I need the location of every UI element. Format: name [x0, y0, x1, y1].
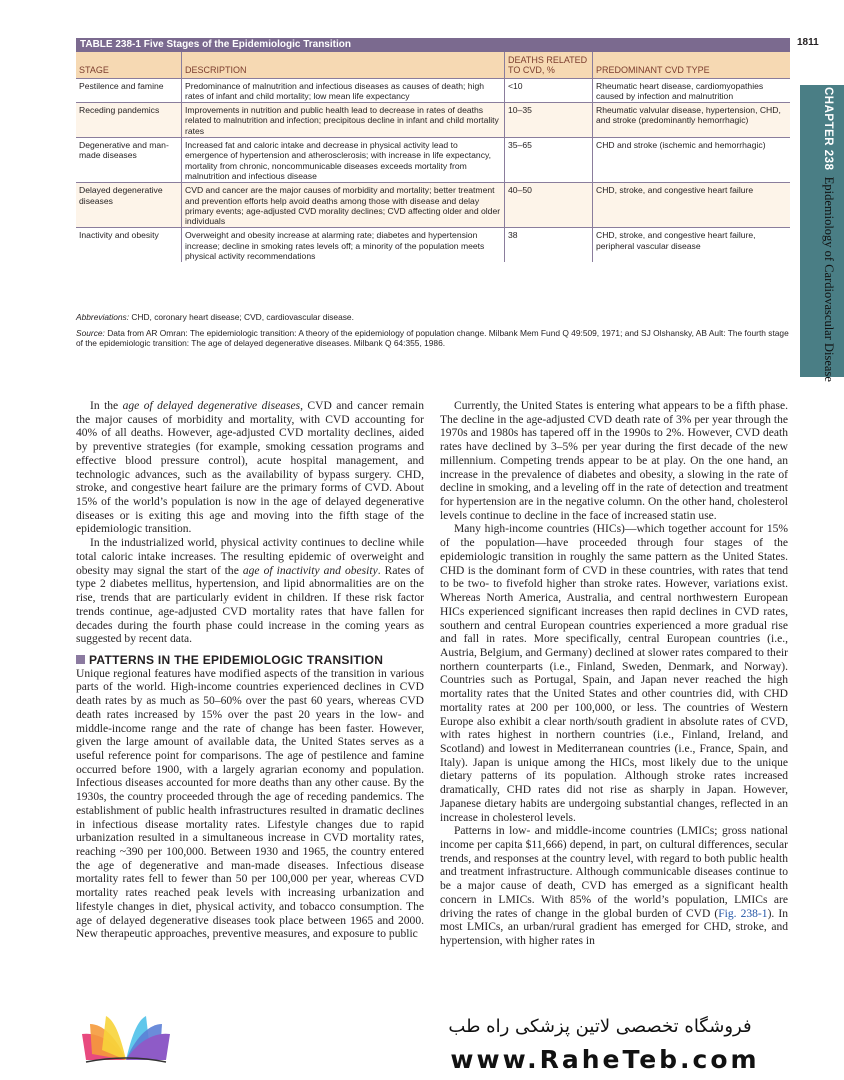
- text-run: , CVD and cancer remain the major causes of morbidity and mortality, with CVD accounting for 40% of all deaths. However, age-adjusted CVD mortality declines, aided by preventive strategies (for example, smoking cessation programs and effective blood pressure control), acute hospital management, and technologic advances, such as the availability of bypass surgery. CHD, stroke, and congestive heart failure are the primary forms of CVD. About 15% of the world’s population is now in the age of delayed degenerative diseases or is exiting this age and moving into the fifth stage of the epidemiologic transition.: [76, 400, 424, 536]
- table-header-row: [76, 52, 790, 78]
- cell-deaths: 10–35: [505, 103, 593, 138]
- chapter-number: CHAPTER 238: [822, 87, 834, 171]
- source-text: Data from AR Omran: The epidemiologic transition: A theory of the epidemiology of population change. Milbank Mem Fund Q 49:509, 1971; and SJ Olshansky, AB Ault: The fourth stage of the epidemiologic transition: The age of delayed degenerative diseases. Milbank Q 64:355, 1986.: [76, 327, 789, 348]
- cell-deaths: 38: [505, 228, 593, 262]
- cell-description: Increased fat and caloric intake and decrease in physical activity lead to emergence of hypertension and atherosclerosis; with increase in life expectancy, mortality from chronic, noncommunicable diseases exceeds mortality from malnutrition and infectious disease: [182, 138, 505, 183]
- book-logo-icon: [76, 1010, 176, 1070]
- paragraph: [440, 825, 788, 948]
- cell-description: Predominance of malnutrition and infectious diseases as causes of death; high rates of infant and child mortality; low mean life expectancy: [182, 78, 505, 103]
- paragraph: [76, 400, 424, 537]
- epidemiologic-transition-table: [76, 52, 790, 262]
- table-row: [76, 78, 790, 103]
- cell-stage: Degenerative and man-made diseases: [76, 138, 182, 183]
- text-run: In the industrialized world, physical activity continues to decline while total caloric intake increases. The resulting epidemic of overweight and obesity may signal the start of the: [76, 537, 424, 577]
- chapter-side-label: [800, 85, 844, 382]
- table-title: TABLE 238-1 Five Stages of the Epidemiologic Transition: [76, 38, 790, 52]
- heading-square-icon: [76, 655, 85, 664]
- text-run: Patterns in low- and middle-income countries (LMICs; gross national income per capita $11,666) depend, in part, on cultural differences, secular trends, and responses at the country level, with regard to both public health and treatment infrastructure. Although communicable diseases continue to be a major cause of death, CVD has emerged as a significant health concern in LMICs. With 85% of the world’s population, LMICs are driving the rates of change in the global burden of CVD (: [440, 825, 788, 920]
- cell-cvd-type: CHD, stroke, and congestive heart failure, peripheral vascular disease: [593, 228, 791, 262]
- chapter-tab-text: [821, 87, 836, 382]
- cell-stage: Receding pandemics: [76, 103, 182, 138]
- cell-cvd-type: CHD and stroke (ischemic and hemorrhagic): [593, 138, 791, 183]
- paragraph: [76, 537, 424, 647]
- cell-cvd-type: Rheumatic heart disease, cardiomyopathies caused by infection and malnutrition: [593, 78, 791, 103]
- shop-name: فروشگاه تخصصی لاتین پزشکی راه طب: [448, 1016, 752, 1037]
- cell-deaths: 35–65: [505, 138, 593, 183]
- header-stage: STAGE: [76, 52, 182, 78]
- cell-cvd-type: CHD, stroke, and congestive heart failure: [593, 183, 791, 228]
- cell-deaths: 40–50: [505, 183, 593, 228]
- text-run: ). In most LMICs, an urban/rural gradient has emerged for CHD, stroke, and hypertension, with higher rates in: [440, 907, 788, 948]
- right-column: [440, 400, 788, 949]
- italic-term: age of delayed degenerative diseases: [122, 400, 301, 412]
- cell-description: Improvements in nutrition and public health lead to decrease in rates of deaths related to malnutrition and infection; precipitous decline in infant and child mortality rates: [182, 103, 505, 138]
- paragraph: Many high-income countries (HICs)—which together account for 15% of the population—have proceeded through four stages of the epidemiologic transition in roughly the same pattern as the United States. CHD is the dominant form of CVD in these countries, with rates that tend to be two- to fivefold higher than stroke rates. However, variations exist. Whereas North America, Australia, and central northwestern European HICs experienced significant increases then rapid declines in CVD rates, southern and central European countries experienced a more gradual rise and fall in rates. More specifically, central European countries (i.e., Austria, Belgium, and Germany) declined at slower rates compared to their northern counterparts (i.e., Finland, Sweden, Denmark, and Norway). Countries such as Portugal, Spain, and Japan never reached the high mortality rates that the United States and other countries did, with CHD mortality rates at 200 per 100,000, or less. The countries of Western Europe also exhibit a clear north/south gradient in absolute rates of CVD, with rates highest in northern countries (i.e., Finland, Ireland, and Scotland) and lowest in Mediterranean countries (i.e., France, Spain, and Italy). Japan is unique among the HICs, most likely due to the unique dietary patterns of its population. Although stroke rates increased dramatically, CHD rates did not rise as sharply in Japan. However, Japanese dietary habits are undergoing substantial changes, reflected in an increase in cholesterol levels.: [440, 523, 788, 824]
- cell-deaths: <10: [505, 78, 593, 103]
- cell-stage: Pestilence and famine: [76, 78, 182, 103]
- chapter-title: Epidemiology of Cardiovascular Disease: [822, 176, 836, 382]
- source-label: Source:: [76, 327, 105, 338]
- table-row: [76, 103, 790, 138]
- cell-description: CVD and cancer are the major causes of morbidity and mortality; better treatment and prevention efforts help avoid deaths among those with disease and delay primary events; age-adjusted CVD morality declines; CVD affecting older and older individuals: [182, 183, 505, 228]
- source-note: [76, 328, 792, 349]
- table-row: [76, 228, 790, 262]
- shop-url[interactable]: www.RaheTeb.com: [450, 1045, 760, 1074]
- header-description: DESCRIPTION: [182, 52, 505, 78]
- table-row: [76, 138, 790, 183]
- cell-stage: Delayed degenerative diseases: [76, 183, 182, 228]
- section-heading-text: PATTERNS IN THE EPIDEMIOLOGIC TRANSITION: [89, 652, 384, 667]
- header-cvd-type: PREDOMINANT CVD TYPE: [593, 52, 791, 78]
- paragraph: Currently, the United States is entering what appears to be a fifth phase. The decline in the age-adjusted CVD death rate of 3% per year through the 1970s and 1980s has tapered off in the 1990s to 2%. However, CVD death rates have declined by 3–5% per year during the first decade of the new millennium. Competing trends appear to be at play. On the one hand, an increase in the prevalence of diabetes and obesity, a slowing in the rate of decline in smoking, and a leveling off in the rate of detection and treatment for hypertension are in the negative column. On the other hand, cholesterol levels continue to decline in the face of increased statin use.: [440, 400, 788, 522]
- abbreviations-note: [76, 312, 792, 323]
- abbreviations-label: Abbreviations:: [76, 312, 130, 322]
- left-column: [76, 400, 424, 942]
- italic-term: age of inactivity and obesity: [242, 564, 378, 577]
- text-run: In the: [90, 400, 123, 412]
- page-number: 1811: [797, 37, 819, 48]
- header-deaths: DEATHS RELATED TO CVD, %: [505, 52, 593, 78]
- table-row: [76, 183, 790, 228]
- abbreviations-text: CHD, coronary heart disease; CVD, cardiovascular disease.: [129, 312, 354, 322]
- figure-reference-link[interactable]: Fig. 238-1: [718, 907, 768, 920]
- text-run: . Rates of type 2 diabetes mellitus, hypertension, and lipid abnormalities are on the rise, trends that are particularly evident in children. If these risk factor trends continue, age-adjusted CVD mortality rates that have fallen for decades during the fourth phase could increase in the coming years as suggested by recent data.: [76, 564, 424, 646]
- cell-stage: Inactivity and obesity: [76, 228, 182, 262]
- cell-description: Overweight and obesity increase at alarming rate; diabetes and hypertension increase; decline in smoking rates levels off; a minority of the population meets physical activity recommendations: [182, 228, 505, 262]
- table-238-1: [76, 38, 790, 262]
- cell-cvd-type: Rheumatic valvular disease, hypertension, CHD, and stroke (predominantly hemorrhagic): [593, 103, 791, 138]
- table-notes: [76, 312, 792, 354]
- paragraph: Unique regional features have modified aspects of the transition in various parts of the world. High-income countries experienced declines in CVD death rates by as much as 50–60% over the past 60 years, whereas CVD death rates increased by 15% over the past 20 years in the low- and middle-income range and the rate of change has been faster. However, given the large amount of available data, the United States serves as a useful reference point for comparisons. The age of pestilence and famine occurred before 1900, with a largely agrarian economy and population. Infectious diseases accounted for more deaths than any other cause. By the 1930s, the country proceeded through the age of receding pandemics. The establishment of public health infrastructures resulted in dramatic declines in infectious disease mortality rates. Lifestyle changes due to rapid urbanization resulted in a simultaneous increase in CVD mortality rates, reaching ~390 per 100,000. Between 1930 and 1965, the country entered the age of degenerative and man-made diseases. Infectious disease mortality rates fell to fewer than 50 per 100,000 per year, whereas CVD mortality rates reached peak levels with increasing urbanization and lifestyle changes in diet, physical activity, and tobacco consumption. The age of delayed degenerative diseases took place between 1965 and 2000. New therapeutic approaches, preventive measures, and exposure to public: [76, 667, 424, 941]
- section-heading: [76, 654, 424, 668]
